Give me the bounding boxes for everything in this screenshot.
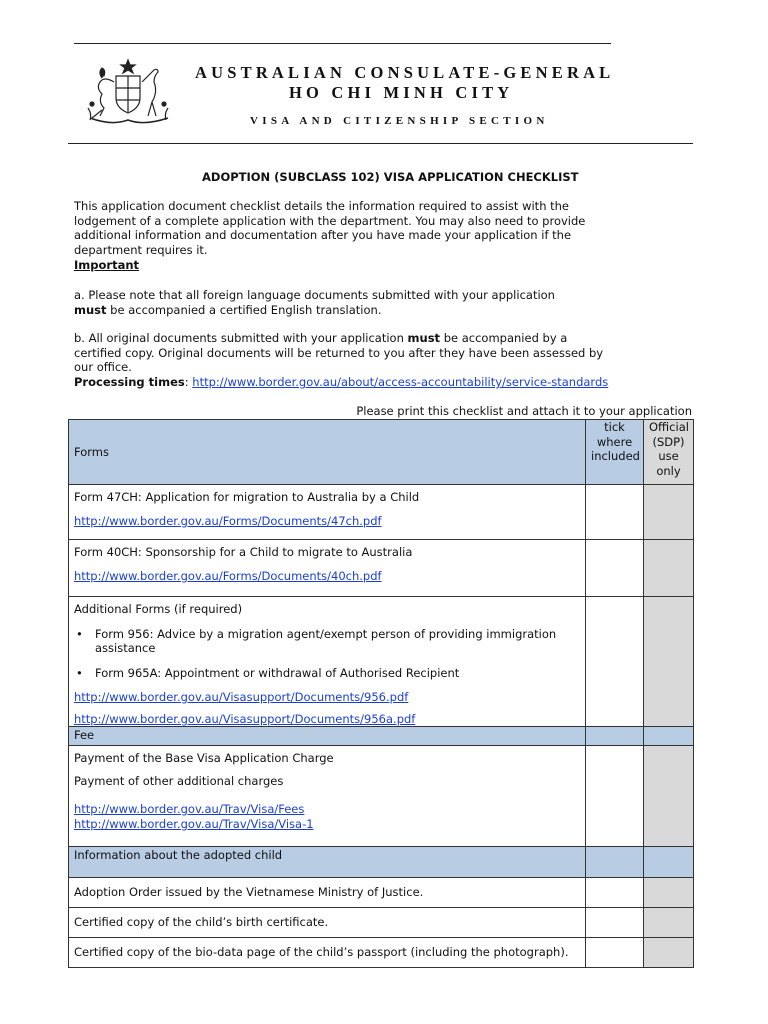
table-row bbox=[69, 908, 694, 938]
form-956a-link[interactable]: http://www.border.gov.au/Visasupport/Documents/956a.pdf bbox=[74, 711, 416, 726]
table-row bbox=[69, 540, 694, 597]
note-b-emphasis: must bbox=[407, 331, 441, 345]
table-row bbox=[69, 485, 694, 540]
header-official-use: Official (SDP) use only bbox=[644, 420, 694, 485]
processing-times-separator: : bbox=[184, 375, 193, 389]
letterhead-line1: AUSTRALIAN CONSULATE-GENERAL bbox=[195, 63, 615, 82]
checklist-table bbox=[68, 419, 694, 968]
additional-forms-heading: Additional Forms (if required) bbox=[74, 602, 243, 616]
table-header-row bbox=[69, 420, 694, 485]
fee-base-charge: Payment of the Base Visa Application Charge bbox=[74, 751, 334, 765]
intro-paragraph: This application document checklist details the information required to assist with the lodgement of a complete application with the department. You may also need to provide additional information and documentation after you have made your application if the department requires it. bbox=[74, 199, 586, 257]
tick-box[interactable] bbox=[586, 878, 644, 908]
form-40ch-cell bbox=[69, 540, 586, 597]
table-row bbox=[69, 878, 694, 908]
letterhead-rule bbox=[68, 143, 693, 144]
note-b-text: b. All original documents submitted with your application bbox=[74, 331, 408, 345]
bullet-text: Form 965A: Appointment or withdrawal of Authorised Recipient bbox=[95, 665, 460, 680]
fee-header-tick bbox=[586, 727, 644, 746]
official-box bbox=[644, 746, 694, 847]
coat-of-arms-icon bbox=[82, 58, 174, 128]
important-note-a bbox=[74, 288, 584, 317]
important-note-b bbox=[74, 331, 614, 375]
tick-box[interactable] bbox=[586, 485, 644, 540]
list-item bbox=[74, 666, 580, 681]
child-header-official bbox=[644, 847, 694, 878]
form-40ch-text: Form 40CH: Sponsorship for a Child to migrate to Australia bbox=[74, 545, 413, 559]
visa-1-link[interactable]: http://www.border.gov.au/Trav/Visa/Visa-1 bbox=[74, 816, 314, 831]
child-info-header: Information about the adopted child bbox=[69, 847, 586, 878]
note-a-emphasis: must bbox=[74, 302, 107, 317]
bullet-icon: • bbox=[76, 665, 83, 680]
form-47ch-cell bbox=[69, 485, 586, 540]
fee-header-official bbox=[644, 727, 694, 746]
official-box bbox=[644, 938, 694, 968]
adoption-order: Adoption Order issued by the Vietnamese Ministry of Justice. bbox=[69, 878, 586, 908]
form-47ch-link[interactable]: http://www.border.gov.au/Forms/Documents/47ch.pdf bbox=[74, 513, 382, 528]
form-40ch-link[interactable]: http://www.border.gov.au/Forms/Documents/40ch.pdf bbox=[74, 568, 382, 583]
print-note: Please print this checklist and attach it to your application bbox=[356, 404, 692, 418]
important-heading: Important bbox=[74, 258, 140, 272]
form-47ch-text: Form 47CH: Application for migration to Australia by a Child bbox=[74, 490, 420, 504]
child-header-tick bbox=[586, 847, 644, 878]
child-header-row bbox=[69, 847, 694, 878]
letterhead-line3: VISA AND CITIZENSHIP SECTION bbox=[250, 115, 549, 127]
fee-header: Fee bbox=[69, 727, 586, 746]
official-box bbox=[644, 485, 694, 540]
fee-other-charges: Payment of other additional charges bbox=[74, 773, 284, 788]
letterhead-line2: HO CHI MINH CITY bbox=[289, 83, 514, 102]
official-box bbox=[644, 540, 694, 597]
tick-box[interactable] bbox=[586, 746, 644, 847]
list-item bbox=[74, 627, 580, 656]
form-956-link[interactable]: http://www.border.gov.au/Visasupport/Documents/956.pdf bbox=[74, 690, 409, 704]
passport-copy: Certified copy of the bio-data page of the child’s passport (including the photograph). bbox=[69, 938, 586, 968]
official-box bbox=[644, 908, 694, 938]
table-row bbox=[69, 938, 694, 968]
tick-box[interactable] bbox=[586, 597, 644, 727]
note-b-text-end: be accompanied by a certified copy. Original documents will be returned to you after they have been assessed by our office. bbox=[74, 331, 604, 374]
table-row bbox=[69, 597, 694, 727]
fee-cell bbox=[69, 746, 586, 847]
tick-box[interactable] bbox=[586, 540, 644, 597]
birth-certificate: Certified copy of the child’s birth certificate. bbox=[69, 908, 586, 938]
processing-times-label: Processing times bbox=[74, 375, 185, 389]
table-row bbox=[69, 746, 694, 847]
bullet-icon: • bbox=[76, 626, 83, 641]
processing-times-link[interactable]: http://www.border.gov.au/about/access-accountability/service-standards bbox=[192, 375, 609, 389]
header-tick-where-included: tick where included bbox=[586, 420, 644, 485]
processing-times bbox=[74, 375, 608, 389]
top-rule bbox=[74, 43, 611, 44]
official-box bbox=[644, 597, 694, 727]
document-title: ADOPTION (SUBCLASS 102) VISA APPLICATION CHECKLIST bbox=[202, 170, 579, 184]
tick-box[interactable] bbox=[586, 938, 644, 968]
official-box bbox=[644, 878, 694, 908]
fees-link[interactable]: http://www.border.gov.au/Trav/Visa/Fees bbox=[74, 802, 305, 816]
header-forms: Forms bbox=[69, 420, 586, 485]
fee-header-row bbox=[69, 727, 694, 746]
tick-box[interactable] bbox=[586, 908, 644, 938]
bullet-text: Form 956: Advice by a migration agent/exempt person of providing immigration assistance bbox=[95, 626, 557, 655]
note-a-text: a. Please note that all foreign language documents submitted with your application bbox=[74, 288, 555, 302]
note-a-text-end: be accompanied a certified English translation. bbox=[106, 302, 382, 317]
additional-forms-cell bbox=[69, 597, 586, 727]
